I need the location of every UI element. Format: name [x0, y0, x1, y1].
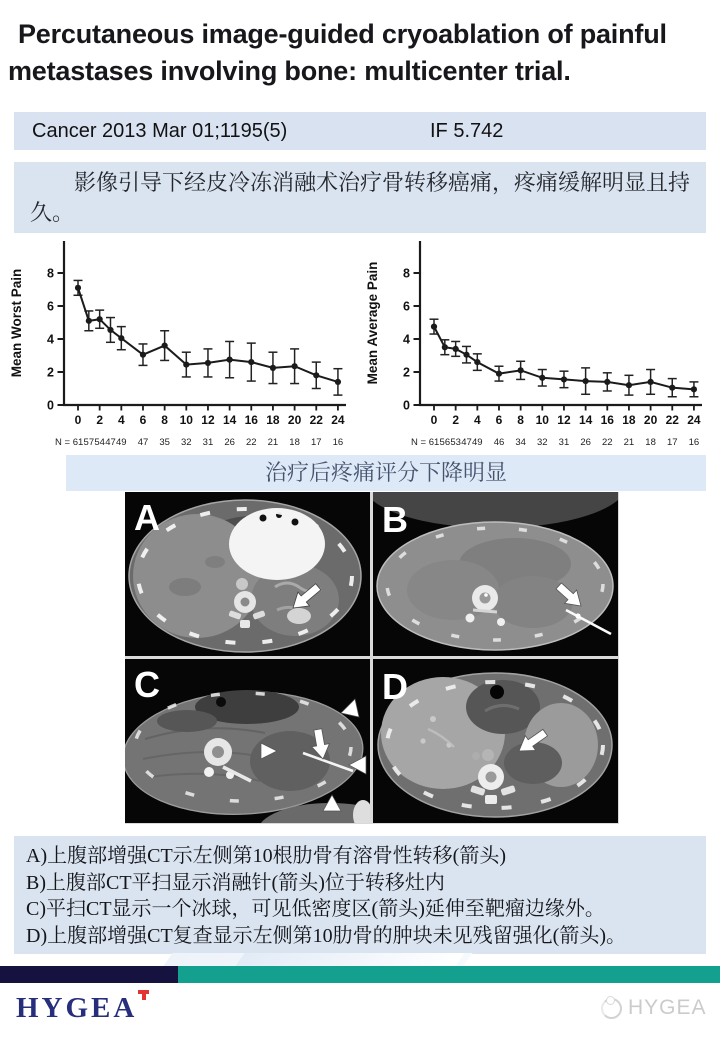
figure-note-b: B)上腹部CT平扫显示消融针(箭头)位于转移灶内: [26, 871, 445, 894]
title-line-1: Percutaneous image-guided cryoablation of painful: [18, 19, 667, 49]
svg-text:8: 8: [47, 266, 54, 281]
ct-image-b: [373, 492, 618, 656]
svg-text:17: 17: [666, 437, 678, 448]
ct-panel-d: [373, 659, 618, 823]
svg-text:32: 32: [181, 437, 192, 448]
footer-bar-navy: [0, 966, 178, 983]
svg-text:0: 0: [430, 413, 438, 427]
brand-cross-icon: [138, 988, 150, 1000]
svg-text:18: 18: [622, 413, 636, 427]
svg-text:57: 57: [83, 437, 95, 448]
ct-label-c: C: [134, 664, 160, 705]
watermark-emblem-icon: [601, 998, 622, 1019]
svg-text:53: 53: [450, 437, 461, 448]
svg-text:8: 8: [403, 266, 410, 281]
svg-text:0: 0: [47, 398, 54, 413]
footer-bar-teal: [178, 966, 720, 983]
svg-text:24: 24: [687, 413, 701, 427]
svg-text:56: 56: [439, 437, 451, 448]
svg-text:6: 6: [47, 299, 54, 314]
svg-text:2: 2: [96, 413, 104, 427]
citation-bar: [14, 112, 706, 150]
ct-label-a: A: [134, 497, 160, 538]
svg-text:14: 14: [578, 413, 593, 427]
svg-text:34: 34: [515, 437, 526, 448]
abstract-text-cn: 影像引导下经皮冷冻消融术治疗骨转移癌痛，疼痛缓解明显且持久。: [14, 162, 706, 233]
svg-text:21: 21: [267, 437, 279, 448]
svg-text:47: 47: [137, 437, 149, 448]
svg-text:22: 22: [665, 413, 679, 427]
svg-text:35: 35: [159, 437, 170, 448]
svg-text:47: 47: [105, 437, 116, 448]
svg-text:8: 8: [161, 413, 168, 427]
mean-worst-pain-chart-svg: [4, 233, 360, 457]
svg-text:N =: N =: [54, 437, 70, 448]
svg-text:8: 8: [517, 413, 524, 427]
ct-panel-c: [125, 659, 370, 823]
title-line-2: metastases involving bone: multicenter trial.: [8, 56, 571, 86]
svg-text:18: 18: [266, 413, 280, 427]
svg-text:6: 6: [139, 413, 147, 427]
pain-charts-row: [4, 233, 716, 457]
ct-image-c: [125, 659, 370, 823]
svg-text:2: 2: [47, 365, 54, 380]
svg-text:14: 14: [222, 413, 237, 427]
svg-text:12: 12: [557, 413, 571, 427]
mean-worst-pain-chart: [4, 233, 360, 457]
svg-text:2: 2: [452, 413, 460, 427]
svg-text:32: 32: [537, 437, 548, 448]
charts-caption: 治疗后疼痛评分下降明显: [66, 455, 706, 491]
impact-factor: IF 5.742: [430, 120, 504, 142]
svg-text:10: 10: [535, 413, 549, 427]
svg-text:21: 21: [623, 437, 635, 448]
svg-text:22: 22: [245, 437, 257, 448]
svg-text:31: 31: [202, 437, 214, 448]
figure-note-c: C)平扫CT显示一个冰球，可见低密度区(箭头)延伸至靶瘤边缘外。: [26, 898, 605, 920]
hygea-logo-text: HYGEA: [16, 992, 138, 1024]
page-title: [8, 16, 714, 90]
svg-text:20: 20: [287, 413, 302, 427]
svg-text:22: 22: [309, 413, 323, 427]
svg-text:12: 12: [201, 413, 215, 427]
svg-text:0: 0: [403, 398, 410, 413]
svg-text:61: 61: [72, 437, 84, 448]
svg-text:4: 4: [47, 332, 54, 347]
svg-text:Mean Worst Pain: Mean Worst Pain: [9, 268, 24, 378]
svg-text:47: 47: [461, 437, 472, 448]
svg-text:4: 4: [473, 413, 481, 427]
ct-image-grid: [125, 492, 619, 824]
ct-panel-b: [373, 492, 618, 656]
svg-text:26: 26: [580, 437, 591, 448]
svg-text:22: 22: [601, 437, 613, 448]
svg-text:4: 4: [403, 332, 410, 347]
hygea-logo: [16, 992, 137, 1025]
svg-text:16: 16: [332, 437, 344, 448]
svg-text:6: 6: [403, 299, 410, 314]
svg-text:20: 20: [643, 413, 658, 427]
svg-text:16: 16: [600, 413, 614, 427]
mean-average-pain-chart-svg: [360, 233, 716, 457]
ct-panel-a: [125, 492, 370, 656]
svg-text:18: 18: [645, 437, 656, 448]
figure-notes: [14, 836, 706, 954]
svg-text:49: 49: [472, 437, 483, 448]
svg-text:54: 54: [94, 437, 105, 448]
figure-note-a: A)上腹部增强CT示左侧第10根肋骨有溶骨性转移(箭头): [26, 845, 506, 867]
svg-text:Mean Average Pain: Mean Average Pain: [365, 261, 380, 385]
svg-text:16: 16: [244, 413, 258, 427]
mean-average-pain-chart: [360, 233, 716, 457]
watermark: [601, 996, 707, 1020]
svg-text:0: 0: [74, 413, 82, 427]
svg-text:31: 31: [558, 437, 570, 448]
svg-text:6: 6: [495, 413, 503, 427]
ct-image-d: [373, 659, 618, 823]
watermark-text: HYGEA: [628, 996, 707, 1019]
ct-label-d: D: [382, 666, 408, 707]
svg-text:17: 17: [310, 437, 322, 448]
svg-text:10: 10: [179, 413, 193, 427]
figure-note-d: D)上腹部增强CT复查显示左侧第10肋骨的肿块未见残留强化(箭头)。: [26, 924, 626, 947]
svg-text:24: 24: [331, 413, 345, 427]
journal-citation: Cancer 2013 Mar 01;1195(5): [32, 120, 288, 142]
svg-text:26: 26: [224, 437, 235, 448]
svg-text:49: 49: [116, 437, 127, 448]
footer-swoosh-2: [235, 953, 464, 966]
svg-text:N =: N =: [410, 437, 426, 448]
ct-label-b: B: [382, 499, 408, 540]
svg-text:61: 61: [428, 437, 440, 448]
svg-text:18: 18: [289, 437, 300, 448]
svg-text:16: 16: [688, 437, 700, 448]
ct-image-a: [125, 492, 370, 656]
svg-text:46: 46: [493, 437, 505, 448]
svg-text:2: 2: [403, 365, 410, 380]
svg-text:4: 4: [117, 413, 125, 427]
